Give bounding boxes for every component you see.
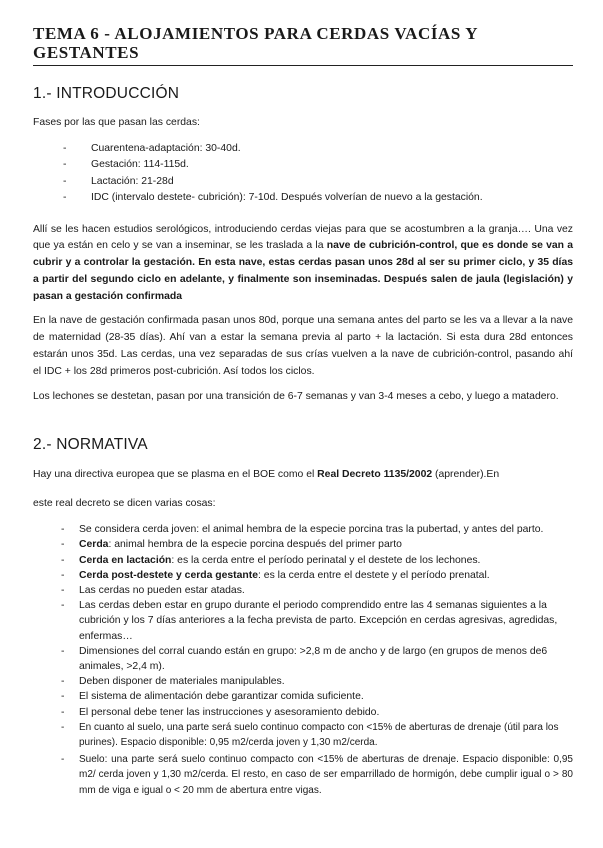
phases-intro: Fases por las que pasan las cerdas: — [33, 117, 200, 128]
paragraph-bold-text: nave de cubrición-control, que es donde se van a cubrir y a controlar la gestación. En esta nave, estas cerdas pasan unos 28d al ser su primer ciclo, y 35 días a partir del segundo ciclo en adelante, y finalmente son inseminadas. Después salen de jaula (legislación) y pasan a gestación confirmada — [33, 240, 574, 302]
list-item — [33, 752, 573, 798]
list-item-text: : es la cerda entre el período perinatal y el destete de los lechones. — [171, 554, 481, 566]
list-item: - Lactación: 21-28d — [63, 174, 573, 191]
list-item — [33, 553, 573, 568]
list-item-text: : es la cerda entre el destete y el período prenatal. — [258, 569, 490, 581]
real-decreto-reference: Real Decreto 1135/2002 — [317, 469, 433, 481]
list-item-term: Cerda — [79, 539, 109, 551]
list-item-text: El personal debe tener las instrucciones y asesoramiento debido. — [79, 706, 380, 718]
list-item — [33, 674, 573, 689]
section-heading-normativa: 2.- NORMATIVA — [33, 436, 148, 454]
list-item-term: Cerda post-destete y cerda gestante — [79, 569, 259, 581]
list-item — [33, 568, 573, 583]
list-item — [33, 689, 573, 704]
paragraph-real-decreto: este real decreto se dicen varias cosas: — [33, 497, 216, 509]
list-item — [33, 522, 573, 537]
list-item — [33, 705, 573, 720]
paragraph-text: Hay una directiva europea que se plasma en el BOE como el — [33, 469, 318, 481]
paragraph-cubricion — [33, 222, 573, 306]
document-title: TEMA 6 - ALOJAMIENTOS PARA CERDAS VACÍAS Y GESTANTES — [33, 24, 573, 66]
list-item-text: Deben disponer de materiales manipulables. — [79, 676, 285, 688]
list-item-text: Dimensiones del corral cuando están en grupo: >2,8 m de ancho y de largo (en grupos de menos de6 animales, >2,4 m). — [79, 645, 548, 672]
paragraph-directiva — [33, 467, 573, 484]
list-item-text: Las cerdas deben estar en grupo durante el periodo comprendido entre las 4 semanas siguientes a la cubrición y los 7 días anteriores a la fecha prevista de parto. Excepción en cerdas agresivas, agredidas, enfermas… — [79, 600, 558, 642]
section-heading-introduccion: 1.- INTRODUCCIÓN — [33, 85, 180, 102]
phases-list — [63, 141, 573, 207]
paragraph-text: Allí se les hacen estudios serológicos, introduciendo cerdas viejas para que se acostumbren a la granja…. Una vez que ya están en celo y se van a inseminar, se les traslada a la — [33, 223, 573, 252]
list-item — [33, 644, 573, 674]
list-item — [33, 598, 573, 644]
normativa-list — [33, 522, 573, 798]
list-item-term: Cerda en lactación — [79, 554, 172, 566]
list-item — [33, 720, 573, 750]
list-item: - IDC (intervalo destete- cubrición): 7-10d. Después volverían de nuevo a la gestación. — [63, 190, 573, 207]
paragraph-text: (aprender).En — [432, 469, 500, 481]
list-item-text: Suelo: una parte será suelo continuo compacto con <15% de aberturas de drenaje. Espacio disponible: 0,95 m2/ cerda joven y 1,30 m2/cerda. El resto, en caso de ser emparrillado de hormigón, debe cumplir igual o > 80 mm de viga e igual o < 20 mm de abertura entre vigas. — [79, 754, 573, 796]
document-page — [33, 24, 573, 798]
paragraph-lechones: Los lechones se destetan, pasan por una transición de 6-7 semanas y van 3-4 meses a cebo, y luego a matadero. — [33, 390, 559, 402]
list-item-text: En cuanto al suelo, una parte será suelo continuo compacto con <15% de aberturas de drenaje (útil para los purines). Espacio disponible: 0,95 m2/cerda joven y 1,30 m2/cerda. — [79, 721, 559, 749]
list-item-text: Se considera cerda joven: el animal hembra de la especie porcina tras la pubertad, y antes del parto. — [79, 524, 544, 536]
list-item — [33, 583, 573, 598]
list-item: - Gestación: 114-115d. — [63, 157, 573, 174]
list-item-text: : animal hembra de la especie porcina después del primer parto — [108, 539, 402, 551]
list-item-text: Las cerdas no pueden estar atadas. — [79, 584, 245, 596]
list-item — [33, 537, 573, 552]
paragraph-gestacion: En la nave de gestación confirmada pasan unos 80d, porque una semana antes del parto se les va a llevar a la nave de maternidad (28-35 días). Ahí van a estar la semana previa al parto + la lactación. Si esta dura 28d entonces estarán unos 35d. Las cerdas, una vez separadas de sus crías vuelven a la nave de cubrición-control, pasando ahí el IDC + los 28d primeros post-cubrición. Así todos los ciclos. — [33, 315, 573, 377]
list-item-text: El sistema de alimentación debe garantizar comida suficiente. — [79, 691, 364, 703]
list-item: - Cuarentena-adaptación: 30-40d. — [63, 141, 573, 158]
